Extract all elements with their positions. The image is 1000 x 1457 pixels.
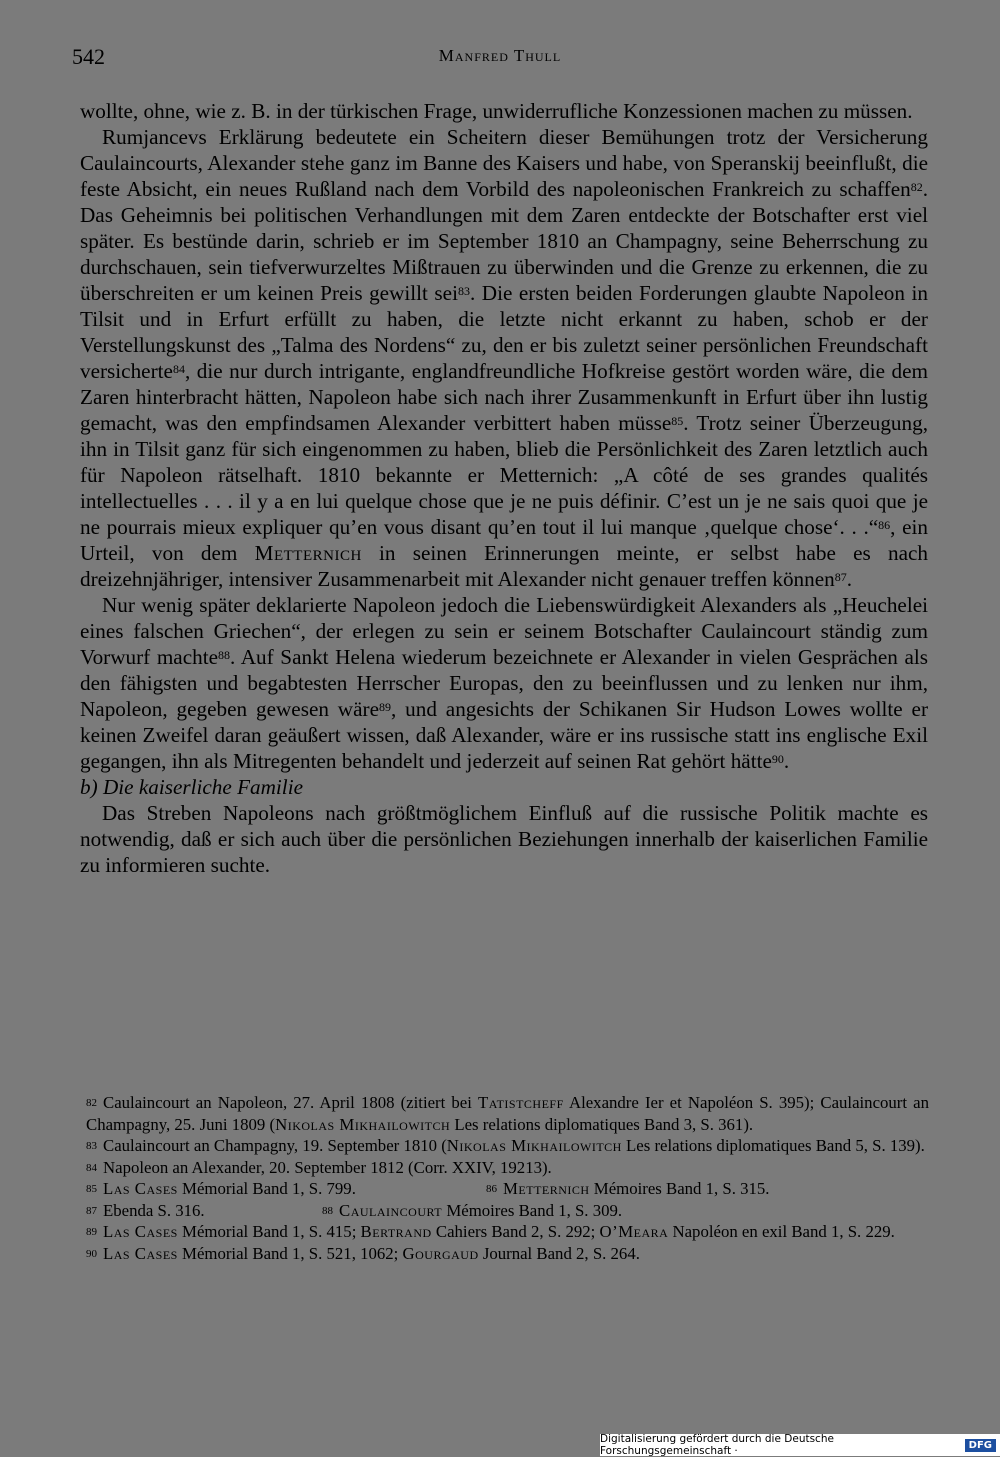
text-run: . (846, 567, 853, 591)
dfg-logo: DFG (965, 1439, 996, 1452)
footnote-number: 89 (86, 1226, 97, 1238)
paragraph (80, 592, 928, 774)
paragraph (80, 800, 928, 878)
footnote-number: 90 (86, 1247, 97, 1260)
footnote-text: Journal Band 2, S. 264. (478, 1243, 640, 1263)
footnote-ref[interactable]: 87 (834, 570, 847, 584)
footnote-text: Mémorial Band 1, S. 415; (177, 1222, 361, 1241)
footnote-text: Mémorial Band 1, S. 799. (177, 1179, 356, 1198)
text-run: Das Streben Napoleons nach größtmöglichem Einfluß auf die russische Politik machte es notwendig, daß er sich auch über die persönlichen Beziehungen innerhalb der kaiserlichen Familie zu informieren suchte. (80, 801, 928, 877)
footnote-89 (86, 1221, 929, 1243)
footnote-ref[interactable]: 90 (771, 752, 784, 766)
footnote-text: Napoleon an Alexander, 20. September 1812 (Corr. XXIV, 19213). (103, 1157, 552, 1177)
section-heading: b) Die kaiserliche Familie (80, 775, 303, 799)
author-name: Metternich (254, 541, 362, 565)
text-run: , die nur durch intrigante, englandfreundliche Hofkreise gestört worden wäre, die dem Zaren hinterbracht hätten, Napoleon habe sich nach ihrer Zusammenkunft in Erfurt über ihn lustig gemacht, was den empfindsamen Alexander verbittert haben müsse (80, 359, 928, 435)
footnotes (86, 1092, 929, 1264)
author-name: Las Cases (103, 1243, 178, 1263)
paragraph (80, 124, 928, 592)
footnote-row (86, 1200, 929, 1222)
text-run: . (783, 749, 790, 773)
author-name: Las Cases (103, 1179, 178, 1198)
footnote-88 (322, 1200, 622, 1222)
footnote-text: Ebenda S. 316. (103, 1200, 205, 1220)
footnote-text: Caulaincourt an Napoleon, 27. April 1808 (zitiert bei (103, 1093, 479, 1112)
text-run: in seinen Erinnerungen meinte, er selbst habe es nach dreizehnjähriger, intensiver Zusammenarbeit mit Alexander nicht genauer treffen können (80, 541, 929, 591)
footnote-number: 84 (86, 1161, 97, 1174)
author-name: O’Meara (599, 1222, 669, 1241)
main-text (80, 98, 928, 878)
footnote-number: 88 (322, 1204, 333, 1217)
footnote-text: Caulaincourt an Champagny, 19. September 1810 ( (103, 1136, 447, 1155)
funding-footer (600, 1434, 1000, 1456)
footnote-86 (486, 1178, 770, 1200)
funding-text: Digitalisierung gefördert durch die Deutsche Forschungsgemeinschaft · (600, 1433, 834, 1457)
footnote-ref[interactable]: 86 (878, 518, 891, 532)
author-name: Nikolas Mikhailowitch (275, 1114, 451, 1134)
text-run: , und angesichts der Schikanen Sir Hudson Lowes wollte er keinen Zweifel daran geäußert wissen, daß Alexander, wäre er ins russische statt ins englische Exil gegangen, ihn als Mitregenten behandelt und jederzeit auf seinen Rat gehört hätte (80, 697, 928, 773)
footnote-number: 82 (86, 1097, 97, 1109)
author-name: Las Cases (103, 1222, 178, 1241)
text-run: . Das Geheimnis bei politischen Verhandlungen mit dem Zaren entdeckte der Botschafter erst viel später. Es bestünde darin, schrieb er im September 1810 an Champagny, seine Beherrschung zu durchschauen, sein tiefverwurzeltes Mißtrauen zu überwinden und die Grenze zu erkennen, die zu überschreiten er um keinen Preis gewillt sei (80, 177, 928, 305)
author-name: Caulaincourt (339, 1200, 443, 1220)
author-name: Bertrand (360, 1222, 432, 1241)
footnote-ref[interactable]: 88 (218, 648, 231, 662)
footnote-text: Alexandre Ier et Napoléon S. 395); Caulaincourt an Champagny, 25. Juni 1809 ( (86, 1093, 929, 1134)
footnote-ref[interactable]: 85 (671, 414, 684, 428)
footnote-90 (86, 1243, 929, 1265)
footnote-text: Mémoires Band 1, S. 315. (589, 1179, 770, 1198)
footnote-number: 85 (86, 1183, 97, 1195)
text-run: Nur wenig später deklarierte Napoleon jedoch die Liebenswürdigkeit Alexanders als „Heuchelei eines falschen Griechen“, der erlegen zu sein er seinem Botschafter Caulaincourt ständig zum Vorwurf machte (80, 593, 928, 669)
footnote-ref[interactable]: 89 (378, 700, 391, 714)
paragraph (80, 98, 928, 124)
text-run: wollte, ohne, wie z. B. in der türkischen Frage, unwiderrufliche Konzessionen machen zu müssen. (80, 99, 913, 123)
page-number: 542 (72, 44, 105, 69)
footnote-ref[interactable]: 82 (910, 180, 923, 194)
footnote-85 (86, 1178, 486, 1200)
footnote-84 (86, 1157, 929, 1179)
footnote-number: 83 (86, 1140, 97, 1152)
author-name: Nikolas Mikhailowitch (446, 1136, 622, 1155)
text-run: . Die ersten beiden Forderungen glaubte Napoleon in Tilsit und in Erfurt erfüllt zu haben, die letzte nicht erkannt zu haben, schob er der Verstellungskunst des „Talma des Nordens“ zu, den er bis zuletzt seiner persönlichen Freundschaft versicherte (80, 281, 928, 383)
footnote-ref[interactable]: 83 (457, 284, 470, 298)
footnote-82 (86, 1092, 929, 1135)
text-run: . Auf Sankt Helena wiederum bezeichnete er Alexander in vielen Gesprächen als den fähigsten und begabtesten Herrscher Europas, den zu beeinflussen und zu lenken nur ihm, Napoleon, gegeben gewesen wäre (80, 645, 929, 721)
footnote-number: 86 (486, 1183, 497, 1195)
running-title: Manfred Thull (438, 46, 562, 65)
text-run: Rumjancevs Erklärung bedeutete ein Scheitern dieser Bemühungen trotz der Versicherung Caulaincourts, Alexander stehe ganz im Banne des Kaisers und habe, von Speranskij beeinflußt, die feste Absicht, ein neues Rußland nach dem Vorbild des napoleonischen Frankreich zu schaffen (80, 125, 928, 201)
footnote-text: Napoléon en exil Band 1, S. 229. (668, 1222, 895, 1241)
text-run: . Trotz seiner Überzeugung, ihn in Tilsit ganz für sich eingenommen zu haben, blieb die Persönlichkeit des Zaren letztlich auch für Napoleon rätselhaft. 1810 bekannte er Metternich: „A côté de ses grandes qualités intellectuelles . . . il y a en lui quelque chose que je ne puis définir. C’est un je ne sais quoi que je ne pourrais mieux expliquer qu’en vous disant qu’en tout il lui manque ‚quelque chose‘. . .“ (80, 411, 928, 539)
text-run: , ein Urteil, von dem (80, 515, 929, 565)
footnote-ref[interactable]: 84 (172, 362, 185, 376)
author-name: Metternich (503, 1179, 590, 1198)
footnote-text: Mémoires Band 1, S. 309. (442, 1200, 623, 1220)
author-name: Gourgaud (402, 1243, 479, 1263)
footnote-number: 87 (86, 1204, 97, 1217)
footnote-text: Mémorial Band 1, S. 521, 1062; (177, 1243, 403, 1263)
footnote-83 (86, 1135, 929, 1157)
author-name: Tatistcheff (478, 1093, 564, 1112)
footnote-text: Cahiers Band 2, S. 292; (431, 1222, 600, 1241)
footnote-row (86, 1178, 929, 1200)
footnote-87 (86, 1200, 322, 1222)
footnote-text: Les relations diplomatiques Band 5, S. 139). (621, 1136, 925, 1155)
footnote-text: Les relations diplomatiques Band 3, S. 361). (450, 1114, 754, 1134)
